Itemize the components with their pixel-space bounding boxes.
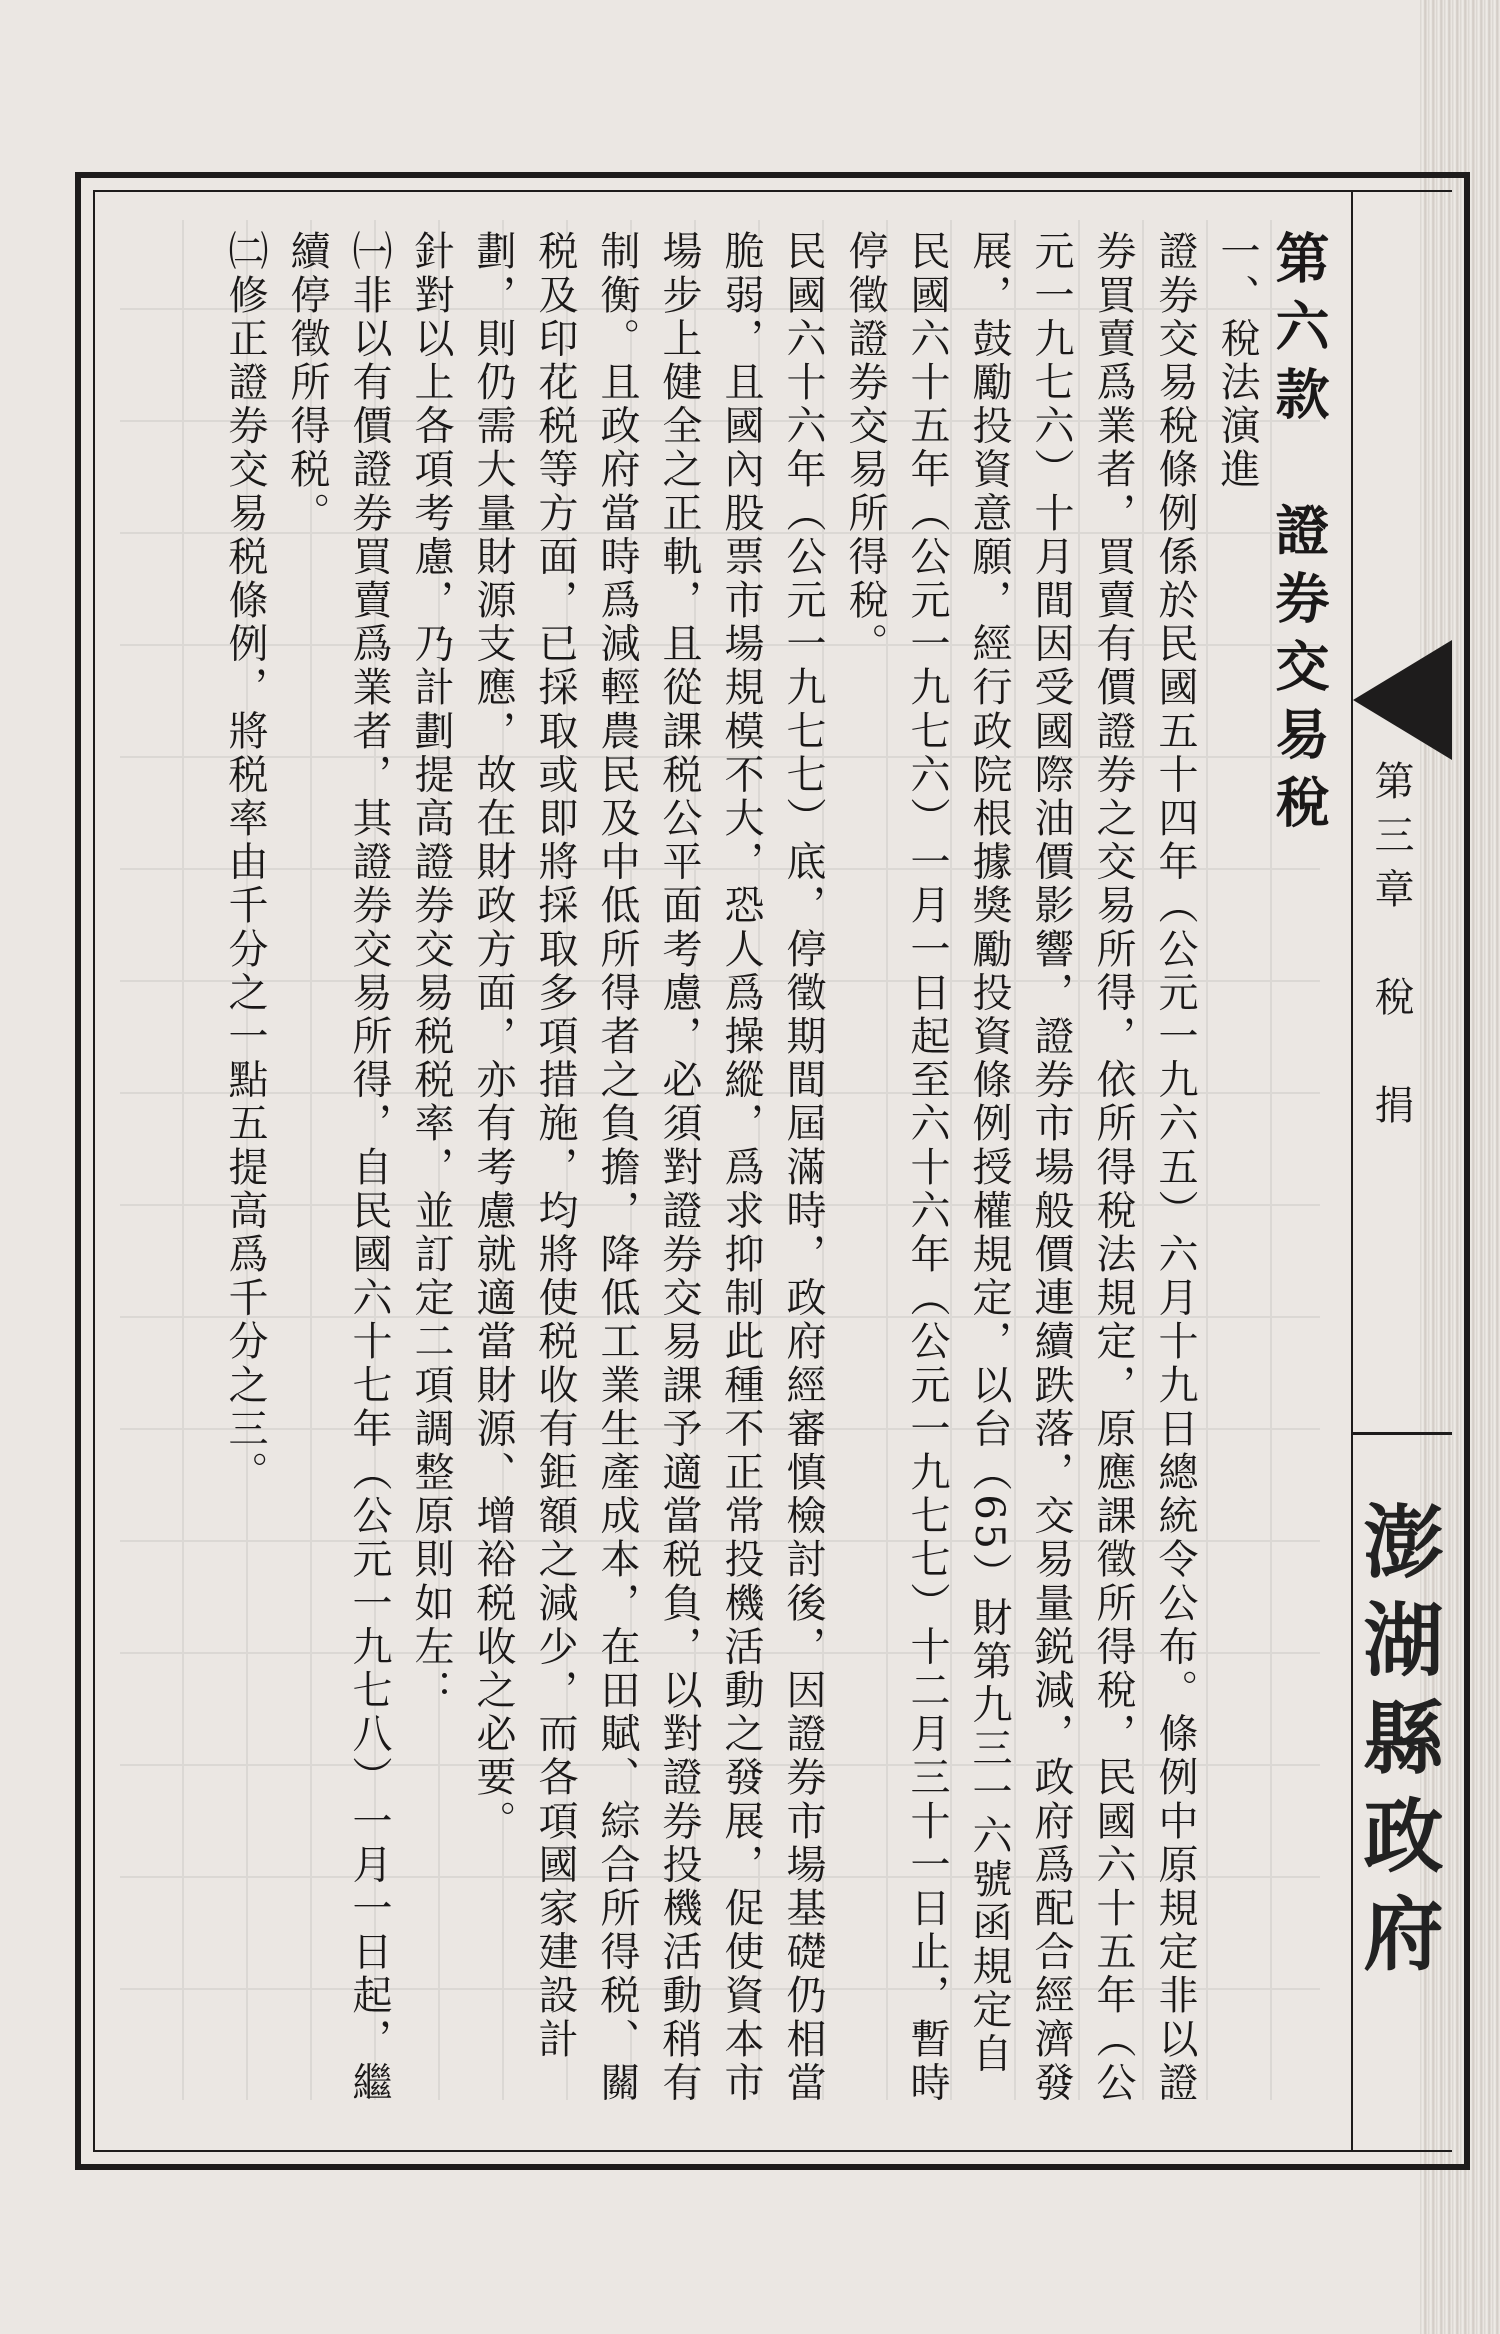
county-label: 澎湖縣政府 xyxy=(1350,1500,1444,1990)
paragraph-3: 針對以上各項考慮，乃計劃提高證券交易税税率，並訂定二項調整原則如左： xyxy=(408,230,454,1713)
paragraph-1: 證券交易稅條例係於民國五十四年（公元一九六五）六月十九日總統令公布。條例中原規定非以證券買賣爲業者，買賣有價證券之交易所得，依所得稅法規定，原應課徵所得稅，民國六十五年（公元一九七六）十月間因受國際油價影響，證券市場般價連續跌落，交易量鋭減，政府爲配合經濟發展，鼓勵投資意願，經行政院根據獎勵投資條例授權規定，以台（65）財第九三一六號函規定自民國六十五年（公元一九七六）一月一日起至六十六年（公元一九七七）十二月三十一日止，暫時停徵證券交易所得稅。 xyxy=(842,230,1198,2105)
section-title: 第六款 證券交易稅 xyxy=(1267,230,1331,842)
chapter-tab-marker xyxy=(1353,640,1452,760)
side-divider xyxy=(1353,1432,1452,1435)
section-heading: 一、稅法演進 xyxy=(1214,230,1260,492)
main-text xyxy=(110,230,1330,2110)
list-item-2: ㈡修正證券交易税條例，將税率由千分之一點五提高爲千分之三。 xyxy=(222,230,268,1495)
chapter-header: 第三章 稅 捐 xyxy=(1368,760,1414,1138)
list-item-1: ㈠非以有價證券買賣爲業者，其證券交易所得，自民國六十七年（公元一九七八）一月一日起，繼續停徵所得税。 xyxy=(284,230,392,2105)
paragraph-2: 民國六十六年（公元一九七七）底，停徵期間屆滿時，政府經審慎檢討後，因證券市場基礎仍相當脆弱，且國內股票市場規模不大，恐人爲操縱，爲求抑制此種不正常投機活動之發展，促使資本市場步上健全之正軌，且從課税公平面考慮，必須對證券交易課予適當税負，以對證券投機活動稍有制衡。且政府當時爲減輕農民及中低所得者之負擔，降低工業生產成本，在田賦、綜合所得税、關税及印花税等方面，已採取或即將採取多項措施，均將使税收有鉅額之減少，而各項國家建設計劃，則仍需大量財源支應，故在財政方面，亦有考慮就適當財源、增裕税收之必要。 xyxy=(470,230,826,2105)
